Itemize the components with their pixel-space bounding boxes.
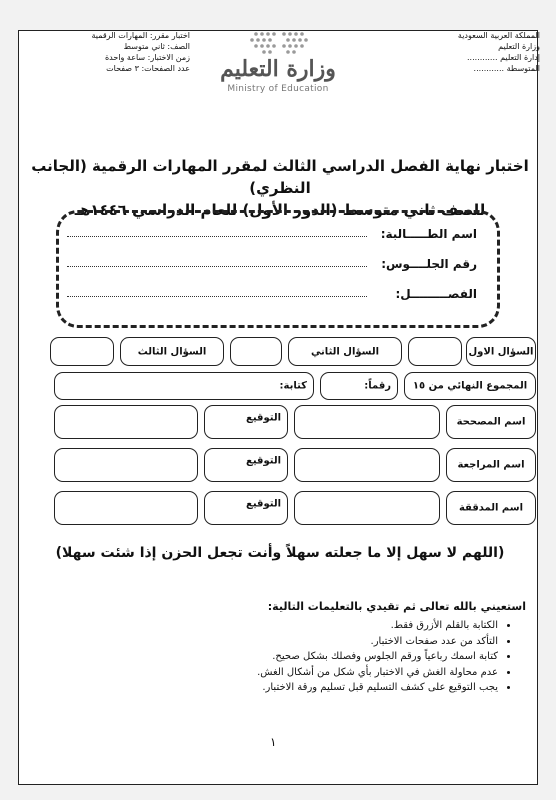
reviewer-name-box[interactable] xyxy=(294,448,440,482)
exam-page-count: عدد الصفحات: ٣ صفحات xyxy=(106,64,190,73)
class-line xyxy=(67,296,367,297)
class-label: الفصـــــــــل: xyxy=(395,287,477,301)
q2-label: السؤال الثاني xyxy=(310,346,380,357)
header-exam-info xyxy=(30,30,190,74)
q1-label: السؤال الاول xyxy=(468,346,534,357)
dua-line: (اللهم لا سهل إلا ما جعلته سهلاً وأنت تجعل الحزن إذا شئت سهلا) xyxy=(55,545,505,561)
instruction-item: • يجب التوقيع على كشف التسليم قبل تسليم ورقة الاختبار. xyxy=(138,680,498,696)
reviewer-label-box xyxy=(446,448,536,482)
instruction-item: • كتابة اسمك رباعياً ورقم الجلوس وفصلك بشكل صحيح. xyxy=(138,649,498,665)
q3-score-box[interactable] xyxy=(50,337,114,366)
corrector-label: اسم المصححة xyxy=(456,416,526,428)
auditor-signature-label: التوقيع xyxy=(246,498,281,510)
reviewer-signature-label-box xyxy=(204,448,288,482)
auditor-label-box xyxy=(446,491,536,525)
logo-arabic-text: وزارة التعليم xyxy=(220,56,336,82)
corrector-signature-label: التوقيع xyxy=(246,412,281,424)
student-name-line xyxy=(67,236,367,237)
student-name-field[interactable] xyxy=(67,227,477,247)
total-words-label: كتابة: xyxy=(279,380,307,392)
total-digits-box[interactable] xyxy=(320,372,398,400)
student-info-box xyxy=(56,210,500,328)
corrector-signature-box[interactable] xyxy=(54,405,198,439)
q1-score-box[interactable] xyxy=(408,337,462,366)
corrector-signature-label-box xyxy=(204,405,288,439)
exam-grade: الصف: ثاني متوسط xyxy=(123,42,190,51)
exam-duration: زمن الاختبار: ساعة واحدة xyxy=(104,53,190,62)
seat-number-field[interactable] xyxy=(67,257,477,277)
q2-score-box[interactable] xyxy=(230,337,282,366)
q1-label-box xyxy=(466,337,536,366)
q2-label-box xyxy=(288,337,402,366)
exam-title-line2: للصف ثاني متوسط (الدور الأول) للعام الدراسي ١٤٤٦هـ xyxy=(74,201,486,219)
reviewer-label: اسم المراجعة xyxy=(457,459,525,471)
seat-number-line xyxy=(67,266,367,267)
reviewer-signature-box[interactable] xyxy=(54,448,198,482)
auditor-name-box[interactable] xyxy=(294,491,440,525)
class-field[interactable] xyxy=(67,287,477,307)
instruction-item: • التأكد من عدد صفحات الاختبار. xyxy=(138,634,498,650)
instruction-item: • الكتابة بالقلم الأزرق فقط. xyxy=(138,618,498,634)
total-label: المجموع النهائي من ١٥ xyxy=(412,380,528,392)
total-words-box[interactable] xyxy=(54,372,314,400)
ministry-logo xyxy=(218,24,338,94)
student-name-label: اسم الطـــــالبة: xyxy=(380,227,477,241)
auditor-signature-label-box xyxy=(204,491,288,525)
exam-subject: اختبار مقرر: المهارات الرقمية xyxy=(91,31,190,40)
instruction-item: • عدم محاولة الغش في الاختبار بأي شكل من أشكال الغش. xyxy=(138,665,498,681)
header-school: المتوسطة ............ xyxy=(473,64,540,73)
q3-label-box xyxy=(120,337,224,366)
header-kingdom: المملكة العربية السعودية xyxy=(457,31,540,40)
logo-dots-icon xyxy=(246,30,312,56)
seat-number-label: رقم الجلــــوس: xyxy=(381,257,477,271)
total-digits-label: رقماً: xyxy=(364,380,391,392)
instructions-list xyxy=(138,618,512,696)
header-institution-block xyxy=(410,30,540,74)
logo-english-text: Ministry of Education xyxy=(227,84,329,94)
header-directorate: إدارة التعليم ............ xyxy=(467,53,540,62)
exam-title-line1: اختبار نهاية الفصل الدراسي الثالث لمقرر المهارات الرقمية (الجانب النظري) xyxy=(31,157,529,197)
corrector-label-box xyxy=(446,405,536,439)
q3-label: السؤال الثالث xyxy=(137,346,207,357)
auditor-label: اسم المدققة xyxy=(458,502,524,514)
auditor-signature-box[interactable] xyxy=(54,491,198,525)
page-number: ١ xyxy=(270,735,277,749)
reviewer-signature-label: التوقيع xyxy=(246,455,281,467)
instructions-heading: استعيني بالله تعالى ثم تقيدي بالتعليمات التالية: xyxy=(267,600,526,613)
header-ministry: وزارة التعليم xyxy=(498,42,540,51)
corrector-name-box[interactable] xyxy=(294,405,440,439)
total-label-box xyxy=(404,372,536,400)
